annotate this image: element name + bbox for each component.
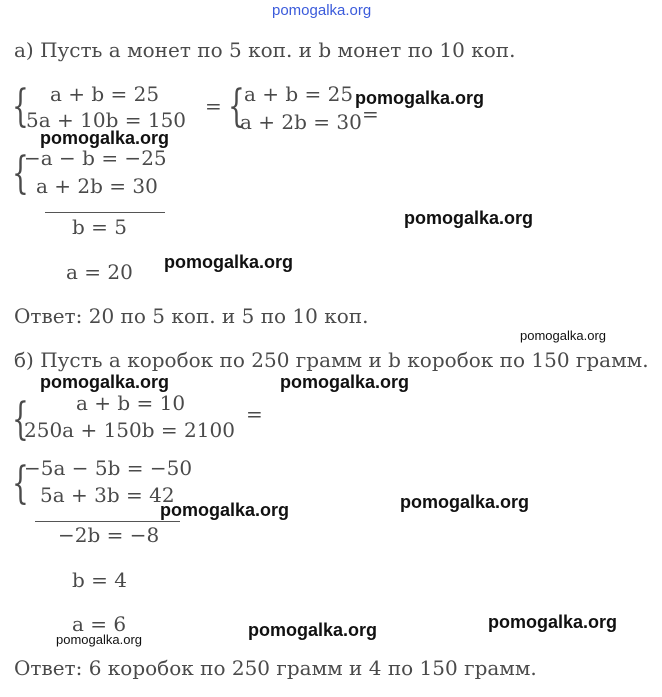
watermark-5: pomogalka.org [520, 328, 606, 343]
brace-b1: { [12, 394, 29, 445]
brace-b2: { [12, 458, 29, 509]
watermark-12: pomogalka.org [56, 632, 142, 647]
watermark-top: pomogalka.org [272, 2, 372, 19]
part-a-sys3-eq2: a + 2b = 30 [36, 174, 158, 198]
brace-a1: { [12, 81, 29, 132]
part-b-intro: б) Пусть a коробок по 250 грамм и b коробок по 150 грамм. [14, 348, 649, 372]
sum-line-b [35, 521, 180, 522]
watermark-3: pomogalka.org [404, 208, 534, 228]
watermark-9: pomogalka.org [160, 500, 290, 520]
part-b-result-a: a = 6 [72, 612, 127, 636]
part-a-sys2-eq1: a + b = 25 [244, 82, 354, 106]
part-a-result-b: b = 5 [72, 215, 127, 239]
part-a-sys1-eq2: 5a + 10b = 150 [26, 108, 187, 132]
part-a-sys1-eq1: a + b = 25 [50, 82, 160, 106]
watermark-10: pomogalka.org [488, 612, 618, 632]
sum-line-a [45, 212, 165, 213]
part-b-sys1-eq2: 250a + 150b = 2100 [24, 418, 235, 442]
brace-a3: { [12, 148, 29, 199]
part-b-sys2-eq1: −5a − 5b = −50 [24, 456, 193, 480]
part-a-answer: Ответ: 20 по 5 коп. и 5 по 10 коп. [14, 304, 369, 328]
part-a-sys3-eq1: −a − b = −25 [24, 146, 167, 170]
watermark-4: pomogalka.org [164, 252, 294, 272]
part-b-sum: −2b = −8 [58, 523, 160, 547]
part-b-sys1-eq1: a + b = 10 [76, 391, 186, 415]
part-a-sys2-eq2: a + 2b = 30 [240, 110, 362, 134]
part-b-sys2-eq2: 5a + 3b = 42 [40, 483, 175, 507]
watermark-2: pomogalka.org [40, 128, 170, 148]
brace-a2: { [228, 81, 245, 132]
watermark-11: pomogalka.org [248, 620, 378, 640]
part-b-equals: = [246, 402, 263, 426]
part-a-equals: = [205, 94, 222, 118]
watermark-6: pomogalka.org [40, 372, 170, 392]
part-b-answer: Ответ: 6 коробок по 250 грамм и 4 по 150 грамм. [14, 656, 537, 680]
part-b-result-b: b = 4 [72, 568, 127, 592]
part-a-intro: а) Пусть a монет по 5 коп. и b монет по 10 коп. [14, 38, 516, 62]
part-a-result-a: a = 20 [66, 260, 133, 284]
watermark-7: pomogalka.org [280, 372, 410, 392]
watermark-1: pomogalka.org [355, 88, 485, 108]
watermark-8: pomogalka.org [400, 492, 530, 512]
part-a-trailing-equals: = [362, 102, 379, 126]
